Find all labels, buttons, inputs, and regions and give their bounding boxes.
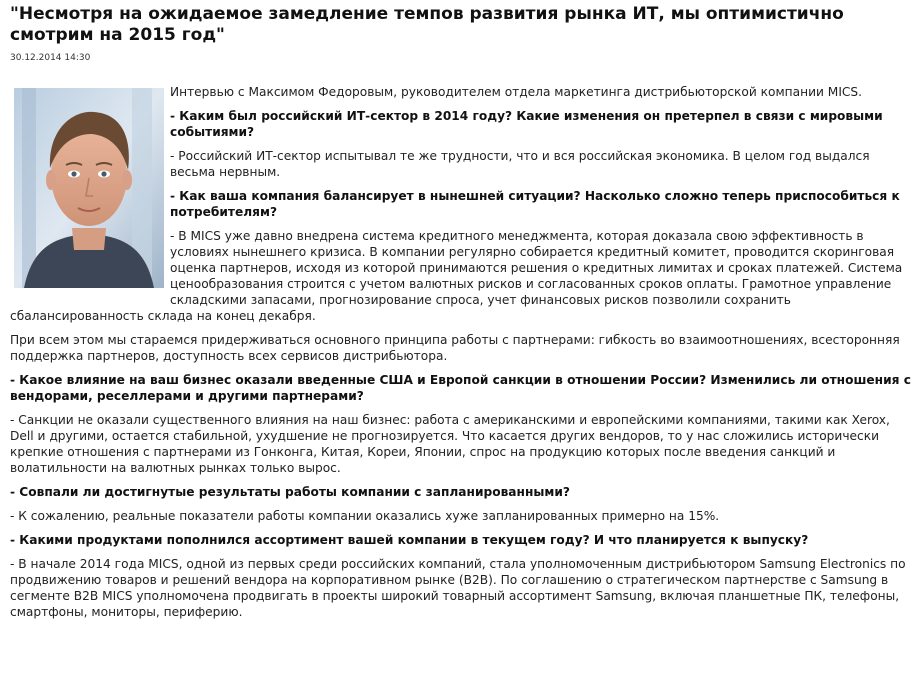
interview-paragraph: - В MICS уже давно внедрена система кредитного менеджмента, которая доказала свою эффективность в условиях нынешнего кризиса. В компании регулярно собирается кредитный комитет, проводится скоринговая оценка партнеров, исходя из которой принимаются решения о кредитных лимитах и сроках платежей. Система ценообразования строится с учетом валютных рисков и согласованных сроков оплаты. Грамотное управление складскими запасами, прогнозирование спроса, учет финансовых рисков позволили сохранить сбалансированность склада на конец декабря. xyxy=(10,229,903,323)
interview-question: - Совпали ли достигнутые результаты работы компании с запланированными? xyxy=(10,485,570,499)
interview-paragraph: - В начале 2014 года MICS, одной из первых среди российских компаний, стала уполномоченным дистрибьютором Samsung Electronics по продвижению товаров и решений вендора на корпоративном рынке (B2B). По соглашению о стратегическом партнерстве с Samsung в сегменте B2B MICS уполномочена продвигать в проекты широкий товарный ассортимент Samsung, включая планшетные ПК, телефоны, смартфоны, мониторы, периферию. xyxy=(10,557,906,619)
interview-paragraph: - Санкции не оказали существенного влияния на наш бизнес: работа с американскими и европейскими компаниями, такими как Xerox, Dell и другими, остается стабильной, ухудшение не прогнозируется. Что касается других вендоров, то у нас сложились исторически крепкие отношения с партнерами из Гонконга, Китая, Кореи, Японии, спрос на продукцию которых после введения санкций и волатильности на валютных рынках только вырос. xyxy=(10,413,890,475)
article-body xyxy=(10,84,917,628)
interview-question: - Каким был российский ИТ-сектор в 2014 году? Какие изменения он претерпел в связи с мировыми событиями? xyxy=(170,109,883,139)
interview-question: - Как ваша компания балансирует в нынешней ситуации? Насколько сложно теперь приспособиться к потребителям? xyxy=(170,189,900,219)
interview-paragraph: - К сожалению, реальные показатели работы компании оказались хуже запланированных примерно на 15%. xyxy=(10,509,720,523)
article-date: 30.12.2014 14:30 xyxy=(10,53,91,63)
interview-paragraph: - Российский ИТ-сектор испытывал те же трудности, что и вся российская экономика. В целом год выдался весьма нервным. xyxy=(170,149,870,179)
article-title: "Несмотря на ожидаемое замедление темпов развития рынка ИТ, мы оптимистично смотрим на 2015 год" xyxy=(10,4,844,45)
interview-question: - Какое влияние на ваш бизнес оказали введенные США и Европой санкции в отношении России? Изменились ли отношения с вендорами, реселлерами и другими партнерами? xyxy=(10,373,911,403)
photo-spacer xyxy=(10,84,170,296)
interview-paragraph: Интервью с Максимом Федоровым, руководителем отдела маркетинга дистрибьюторской компании MICS. xyxy=(170,85,863,99)
interview-question: - Какими продуктами пополнился ассортимент вашей компании в текущем году? И что планируется к выпуску? xyxy=(10,533,809,547)
interview-paragraph: При всем этом мы стараемся придерживаться основного принципа работы с партнерами: гибкость во взаимоотношениях, всесторонняя поддержка партнеров, доступность всех сервисов дистрибьютора. xyxy=(10,333,900,363)
